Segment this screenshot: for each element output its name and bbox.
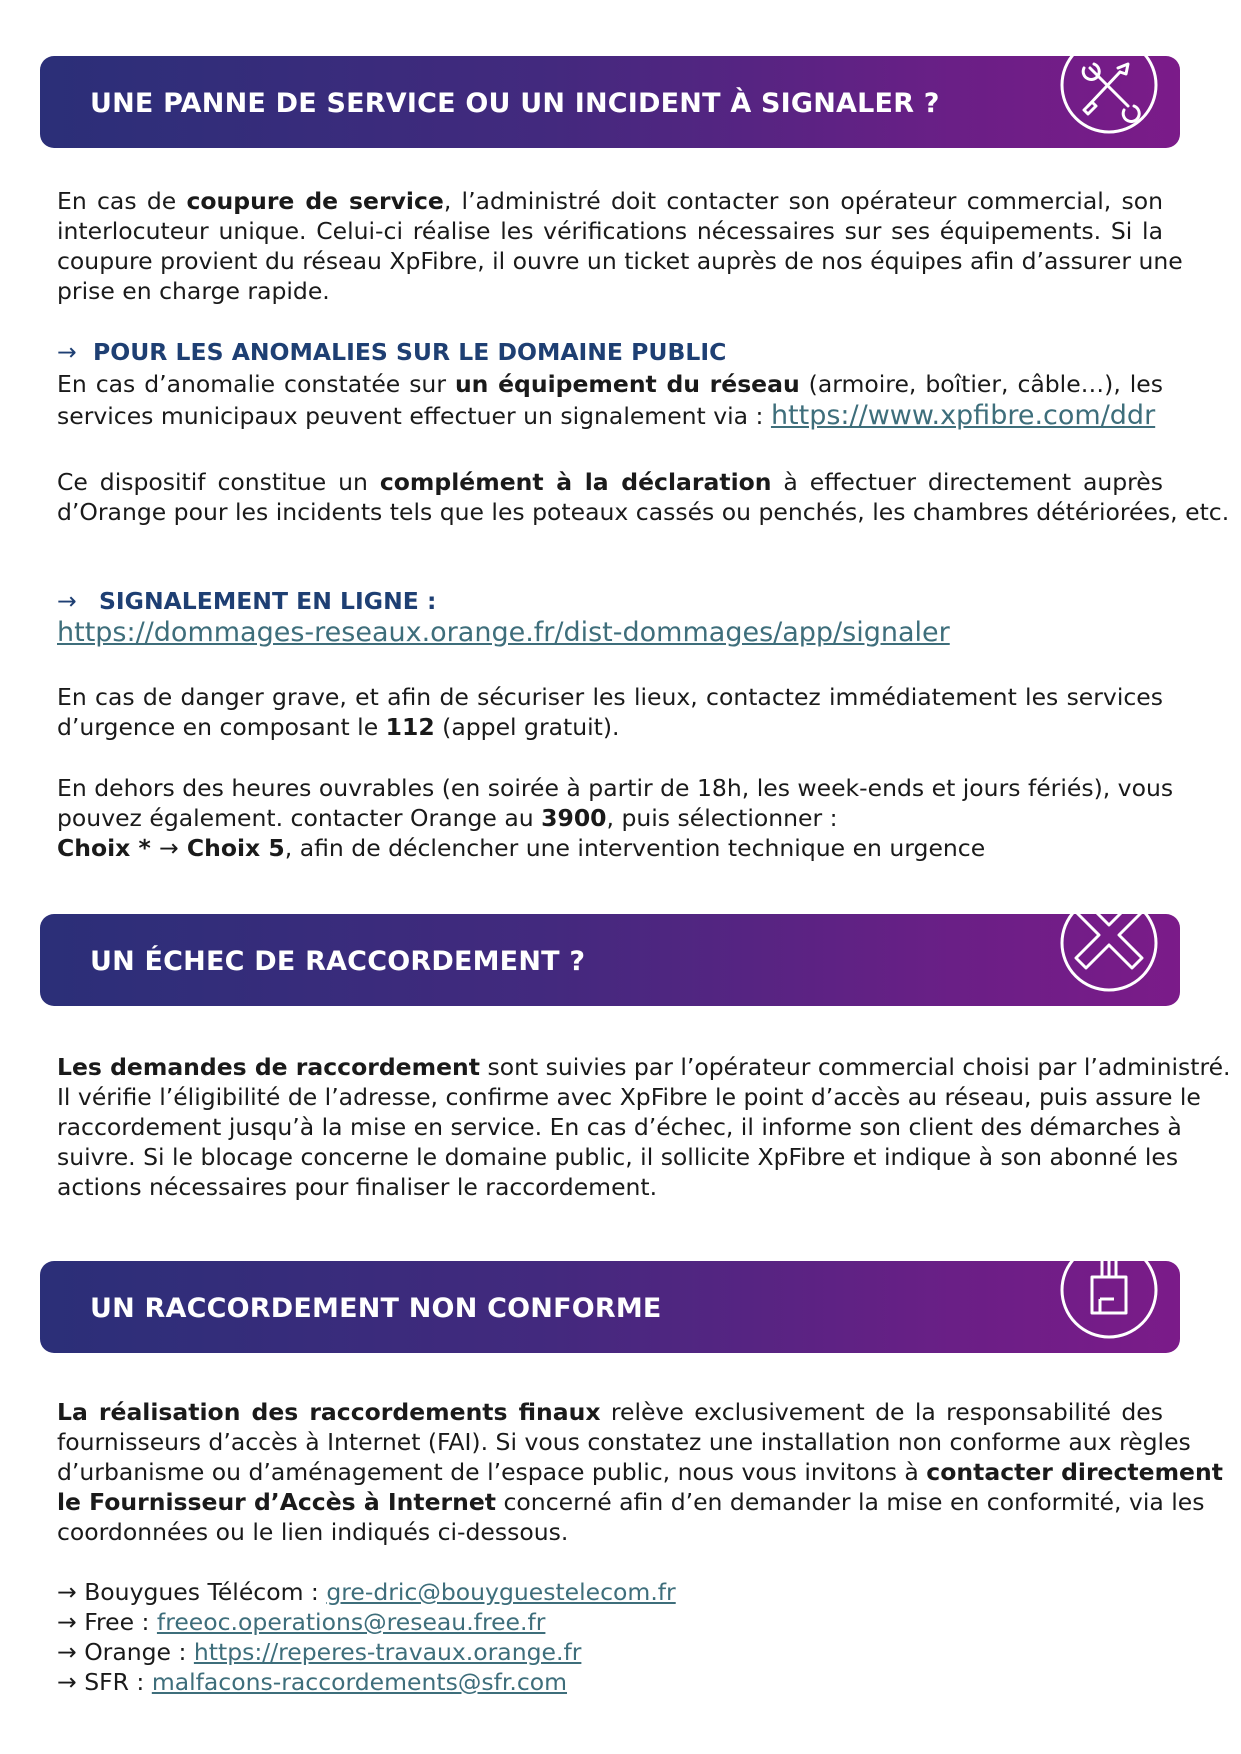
text: (armoire, boîtier, câble…), les	[799, 370, 1163, 398]
arrow-right-icon: →	[57, 1638, 77, 1666]
text: En cas de	[57, 187, 187, 215]
section-banner-non-compliant	[40, 1261, 1180, 1353]
text-line: fournisseurs d’accès à Internet (FAI). Si vous constatez une installation non conforme aux règles	[57, 1428, 1191, 1456]
arrow-right-icon: →	[57, 338, 77, 366]
sfr-contact-link[interactable]: malfacons-raccordements@sfr.com	[151, 1668, 568, 1696]
section-banner-incident	[40, 56, 1180, 148]
text: , l’administré doit contacter son opérateur commercial, son	[443, 187, 1164, 215]
text: concerné afin d’en demander la mise en conformité, via les	[496, 1488, 1205, 1516]
x-cross-icon	[1058, 902, 1160, 994]
section-title: UN ÉCHEC DE RACCORDEMENT ?	[90, 946, 586, 977]
arrow-right-icon: →	[57, 587, 77, 615]
orange-number: 3900	[541, 804, 607, 832]
service-outage-paragraph	[57, 186, 1183, 306]
bold-text: complément à la déclaration	[379, 468, 772, 496]
text: relève exclusivement de la responsabilité des	[600, 1398, 1163, 1426]
heading-text: SIGNALEMENT EN LIGNE :	[99, 587, 437, 615]
text-line: coupure provient du réseau XpFibre, il ouvre un ticket auprès de nos équipes afin d’assurer une	[57, 247, 1183, 275]
contact-label: Free :	[84, 1608, 157, 1636]
text: (appel gratuit).	[434, 713, 620, 741]
contact-label: SFR :	[84, 1668, 152, 1696]
text-line: suivre. Si le blocage concerne le domaine public, il sollicite XpFibre et indique à son abonné les	[57, 1143, 1179, 1171]
isp-contacts-list	[57, 1577, 676, 1697]
orange-report-link[interactable]: https://dommages-reseaux.orange.fr/dist-dommages/app/signaler	[57, 617, 950, 648]
connector-icon	[1058, 1249, 1160, 1341]
text: En cas d’anomalie constatée sur	[57, 370, 455, 398]
bold-text: un équipement du réseau	[454, 370, 800, 398]
text-line: raccordement jusqu’à la mise en service. En cas d’échec, il informe son client des démarches à	[57, 1113, 1182, 1141]
bold-text: le Fournisseur d’Accès à Internet	[57, 1488, 497, 1516]
bold-text: Choix *	[57, 834, 159, 862]
section-banner-connection-failure	[40, 914, 1180, 1006]
text: sont suivies par l’opérateur commercial choisi par l’administré.	[479, 1053, 1231, 1081]
text: Ce dispositif constitue un	[57, 468, 380, 496]
complement-paragraph	[57, 467, 1230, 527]
list-item	[57, 1577, 676, 1607]
bold-text: Les demandes de raccordement	[57, 1053, 480, 1081]
text-line: d’Orange pour les incidents tels que les poteaux cassés ou penchés, les chambres détériorées, etc.	[57, 498, 1230, 526]
arrow-right-icon: →	[57, 1578, 77, 1606]
online-report-heading	[57, 587, 436, 615]
text-line: En cas de danger grave, et afin de sécuriser les lieux, contactez immédiatement les services	[57, 683, 1163, 711]
text: d’urbanisme ou d’aménagement de l’espace public, nous vous invitons à	[57, 1458, 927, 1486]
text: d’urgence en composant le	[57, 713, 386, 741]
text: , afin de déclencher une intervention technique en urgence	[284, 834, 986, 862]
text: pouvez également. contacter Orange au	[57, 804, 542, 832]
public-domain-paragraph	[57, 369, 1163, 433]
emergency-number: 112	[385, 713, 435, 741]
bold-text: Choix 5	[178, 834, 285, 862]
text: services municipaux peuvent effectuer un signalement via :	[57, 402, 771, 430]
arrow-right-icon: →	[57, 1608, 77, 1636]
bouygues-contact-link[interactable]: gre-dric@bouyguestelecom.fr	[326, 1578, 676, 1606]
bold-text: contacter directement	[926, 1458, 1223, 1486]
online-report-link-row	[57, 618, 1163, 648]
non-compliant-paragraph	[57, 1397, 1223, 1547]
free-contact-link[interactable]: freeoc.operations@reseau.free.fr	[156, 1608, 546, 1636]
text-line: interlocuteur unique. Celui-ci réalise les vérifications nécessaires sur ses équipements. Si la	[57, 217, 1163, 245]
arrow-right-icon: →	[159, 834, 179, 862]
list-item	[57, 1607, 676, 1637]
after-hours-paragraph	[57, 773, 1174, 863]
contact-label: Orange :	[84, 1638, 194, 1666]
section-title: UN RACCORDEMENT NON CONFORME	[90, 1293, 662, 1324]
bold-text: La réalisation des raccordements finaux	[57, 1398, 601, 1426]
text-line: prise en charge rapide.	[57, 277, 330, 305]
contact-label: Bouygues Télécom :	[84, 1578, 327, 1606]
xpfibre-ddr-link[interactable]: https://www.xpfibre.com/ddr	[770, 400, 1156, 431]
text: , puis sélectionner :	[606, 804, 838, 832]
connection-failure-paragraph	[57, 1052, 1231, 1202]
heading-text: POUR LES ANOMALIES SUR LE DOMAINE PUBLIC	[93, 338, 727, 366]
public-domain-heading	[57, 338, 726, 366]
orange-contact-link[interactable]: https://reperes-travaux.orange.fr	[193, 1638, 582, 1666]
list-item	[57, 1637, 676, 1667]
text-line: En dehors des heures ouvrables (en soirée à partir de 18h, les week-ends et jours fériés), vous	[57, 774, 1174, 802]
arrow-right-icon: →	[57, 1668, 77, 1696]
list-item	[57, 1667, 676, 1697]
section-title: UNE PANNE DE SERVICE OU UN INCIDENT À SIGNALER ?	[90, 88, 940, 119]
text-line: Il vérifie l’éligibilité de l’adresse, confirme avec XpFibre le point d’accès au réseau, puis assure le	[57, 1083, 1201, 1111]
text-line: coordonnées ou le lien indiqués ci-dessous.	[57, 1518, 569, 1546]
text: à effectuer directement auprès	[771, 468, 1164, 496]
emergency-paragraph	[57, 682, 1163, 742]
bold-text: coupure de service	[186, 187, 444, 215]
tools-icon	[1058, 44, 1160, 136]
text-line: actions nécessaires pour finaliser le raccordement.	[57, 1173, 658, 1201]
